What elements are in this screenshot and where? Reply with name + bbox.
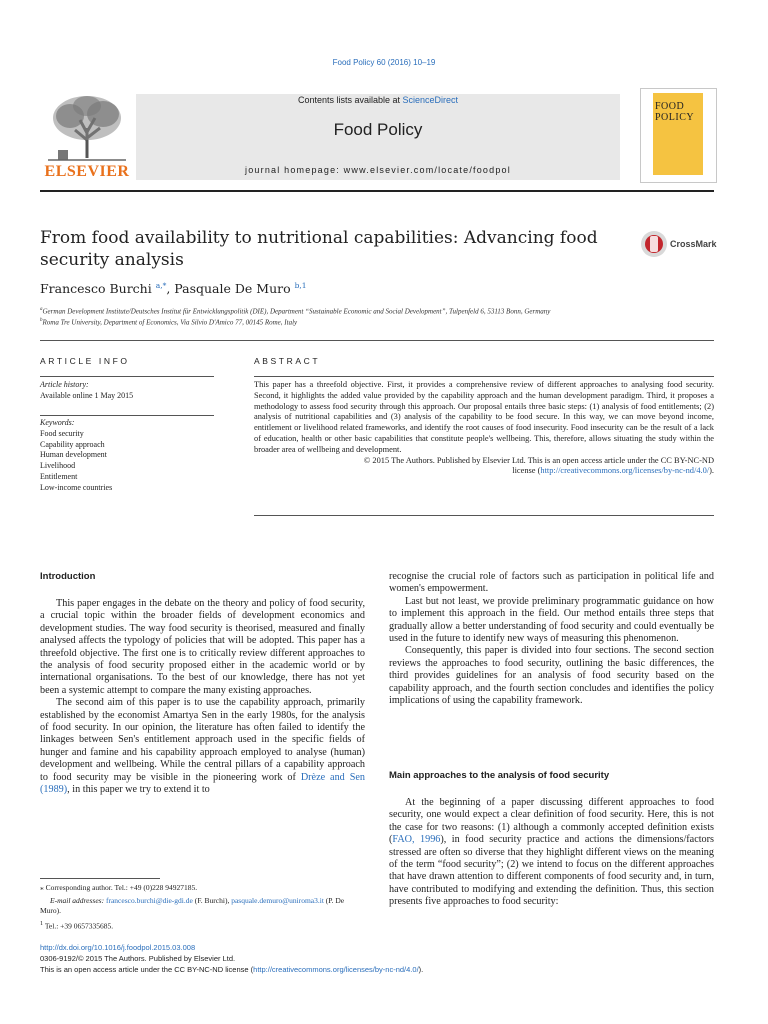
abstract-top-rule — [254, 376, 714, 377]
footnote-corresponding — [40, 883, 365, 893]
journal-cover — [640, 88, 717, 183]
keyword-item: Human development — [40, 450, 107, 460]
fn1-mark: 1 — [40, 920, 44, 927]
cover-title — [655, 101, 694, 123]
author-2-sup[interactable]: b,1 — [294, 281, 307, 290]
author-separator: , — [166, 281, 175, 297]
right-paragraph-0: recognise the crucial role of factors such as participation in political life and women's empowerment. — [389, 571, 714, 595]
right-paragraph-1: Last but not least, we provide preliminary programmatic guidance on how to implement this approach in the field. Our method entails three steps that gradually allow a better understanding of food security and could eventually be used in the future to identify new ways of measuring this phenomenon. — [389, 595, 714, 645]
footnote-1 — [40, 919, 365, 932]
right-paragraph-2: Consequently, this paper is divided into four sections. The second section reviews the approaches to food security, outlining the basic differences, the third provides guidelines for an analysis of food security based on the capability approach, and the fourth section concludes and identifies the policy implications of using the capability framework. — [389, 645, 714, 707]
email-demuro[interactable]: pasquale.demuro@uniroma3.it — [231, 896, 324, 905]
abstract — [254, 380, 714, 477]
article-info-heading: ARTICLE INFO — [40, 356, 130, 366]
author-1-sup[interactable]: a,* — [155, 281, 167, 290]
issn-line: 0306-9192/© 2015 The Authors. Published by Elsevier Ltd. — [40, 954, 236, 963]
p2-text-b: , in this paper we try to extend it to — [67, 784, 210, 796]
email-label: E-mail addresses: — [50, 896, 105, 905]
oa-license-link[interactable]: http://creativecommons.org/licenses/by-nc-nd/4.0/ — [253, 965, 419, 974]
keyword-item: Capability approach — [40, 439, 105, 449]
author-2[interactable]: Pasquale De Muro — [174, 281, 291, 297]
history-value: Available online 1 May 2015 — [40, 390, 134, 400]
intro-paragraph-2 — [40, 697, 365, 796]
publisher-logo-text: ELSEVIER — [44, 163, 130, 180]
abstract-text: This paper has a threefold objective. First, it provides a comprehensive review of different approaches to analysing food security. Second, it highlights the added value provided by the capability approach and the human development paradigm. Third, it proposes a methodology to assess food security through this approach. Our proposal entails three basic steps: (1) analysis of food entitlements; (2) analysis of nutritional capabilities and (3) analysis of the capability to be food secure. In this way, we can move beyond income, entitlement or livelihood related frameworks, and identify the root causes of food insecurity. Food insecurity can be the result of a lack of education, health or other basic capabilities that constitute people's wellbeing. This, therefore, allows situating the study within the broader area of wellbeing and development. — [254, 380, 714, 454]
right-paragraph-3 — [389, 797, 714, 909]
corr-text: Corresponding author. Tel.: +49 (0)228 94927185. — [45, 883, 198, 892]
authors — [40, 281, 307, 296]
header-rule — [40, 190, 714, 192]
license-prefix: license ( — [512, 466, 541, 476]
email-burchi[interactable]: francesco.burchi@die-gdi.de — [105, 896, 193, 905]
aff-a-sup: a — [40, 307, 43, 312]
main-approaches-heading: Main approaches to the analysis of food security — [389, 770, 610, 781]
sciencedirect-link[interactable]: ScienceDirect — [402, 95, 459, 105]
p3-text-b: ), in food security practice and actions the dimensions/factors stressed are often so diverse that they highlight different views on the meaning of the term “food security”; (2) we intend to focus on the different approaches that have drawn attention to different components of food security and, in turn, have contributed to modifying and extending the definition. Thus, this section presents five approaches to food security: — [389, 834, 714, 908]
affiliation-b — [40, 318, 297, 326]
article-info-rule — [40, 376, 214, 377]
copyright-text: © 2015 The Authors. Published by Elsevier Ltd. This is an open access article under the CC BY-NC-ND — [363, 455, 714, 465]
contents-prefix: Contents lists available at — [297, 95, 403, 105]
abstract-bottom-rule — [254, 515, 714, 516]
p2-text-a: The second aim of this paper is to use the capability approach, primarily established by the economist Amartya Sen in the early 1980s, for the analysis of food security. In our opinion, the literature has often failed to identify the linkages between Sen's entitlement approach used in the specific fields of hunger and famine and his capability approach employed to analyse (human) development and wellbeing. While the central pillars of a capability approach to food security may be visible in the pioneering work of — [40, 697, 365, 783]
footnote-emails — [40, 896, 365, 916]
fao-citation[interactable]: FAO, 1996 — [392, 834, 441, 846]
intro-paragraph-1: This paper engages in the debate on the theory and policy of food security, a crucial topic within the broader fields of development economics and development studies. The way food security is theorised, measured and finally analysed affects the typology of policies that will be adopted. This paper has a threefold objective. The first one is to critically review different approaches to the analysis of food security proposed either in the academic world or by international organisations. To the best of our knowledge, there has not yet been a systemic attempt to compare the many existing approaches. — [40, 598, 365, 696]
doi-text[interactable]: http://dx.doi.org/10.1016/j.foodpol.2015.03.008 — [40, 943, 196, 952]
corr-mark: ⁎ — [40, 883, 44, 892]
dreze-sen-citation[interactable]: Drèze and Sen (1989) — [40, 771, 365, 796]
p3-text-a: At the beginning of a paper discussing different approaches to food security, one would expect a clear definition of food security. Here, this is not the case for two reasons: (1) although a commonly accepted definition exists ( — [389, 797, 714, 846]
fn1-text: Tel.: +39 0657335685. — [44, 921, 114, 931]
affiliation-a — [40, 307, 550, 315]
journal-title: Food Policy — [333, 120, 423, 139]
left-column — [40, 598, 365, 797]
doi-link[interactable] — [40, 943, 195, 953]
oa-prefix: This is an open access article under the CC BY-NC-ND license ( — [40, 965, 254, 974]
article-title: From food availability to nutritional capabilities: Advancing food security analysis — [40, 228, 598, 270]
license-link[interactable]: http://creativecommons.org/licenses/by-nc-nd/4.0/ — [540, 466, 710, 476]
aff-b-sup: b — [40, 318, 43, 323]
keyword-item: Low-income countries — [40, 482, 113, 492]
cover-line-2: POLICY — [655, 112, 695, 123]
keyword-item: Food security — [40, 428, 84, 438]
history-label: Article history: — [40, 380, 89, 389]
keywords-rule — [40, 415, 214, 416]
section-rule — [40, 340, 714, 341]
footnote-rule — [40, 878, 160, 879]
keyword-item: Entitlement — [40, 471, 78, 481]
introduction-heading: Introduction — [40, 571, 96, 582]
right-column-lower — [389, 797, 714, 909]
license-suffix: ). — [709, 466, 714, 476]
journal-homepage[interactable]: journal homepage: www.elsevier.com/locate/foodpol — [245, 165, 511, 175]
keywords — [40, 418, 220, 494]
email-demuro-name: (P. De Muro). — [40, 896, 345, 915]
crossmark-icon — [640, 230, 668, 258]
article-history — [40, 380, 220, 402]
abstract-copyright — [254, 456, 714, 478]
open-access-line — [40, 965, 423, 975]
abstract-heading: ABSTRACT — [254, 356, 321, 366]
cover-line-1: FOOD — [655, 101, 685, 112]
aff-b-text: Roma Tre University, Department of Economics, Via Silvio D'Amico 77, 00145 Rome, Italy — [42, 318, 298, 327]
oa-suffix: ). — [418, 965, 424, 974]
crossmark-label: CrossMark — [670, 239, 717, 249]
contents-line — [136, 95, 620, 105]
author-1[interactable]: Francesco Burchi — [40, 281, 152, 297]
aff-a-text: German Development Institute/Deutsches Institut für Entwicklungspolitik (DIE), Department “Sustainable Economic and Social Development”, Tulpenfeld 6, 53113 Bonn, Germany — [42, 307, 551, 316]
email-burchi-name: (F. Burchi), — [192, 896, 232, 905]
keyword-item: Livelihood — [40, 461, 76, 471]
right-column — [389, 571, 714, 707]
journal-reference[interactable]: Food Policy 60 (2016) 10–19 — [332, 58, 436, 67]
crossmark-badge[interactable] — [640, 230, 720, 260]
keywords-label: Keywords: — [40, 418, 75, 427]
